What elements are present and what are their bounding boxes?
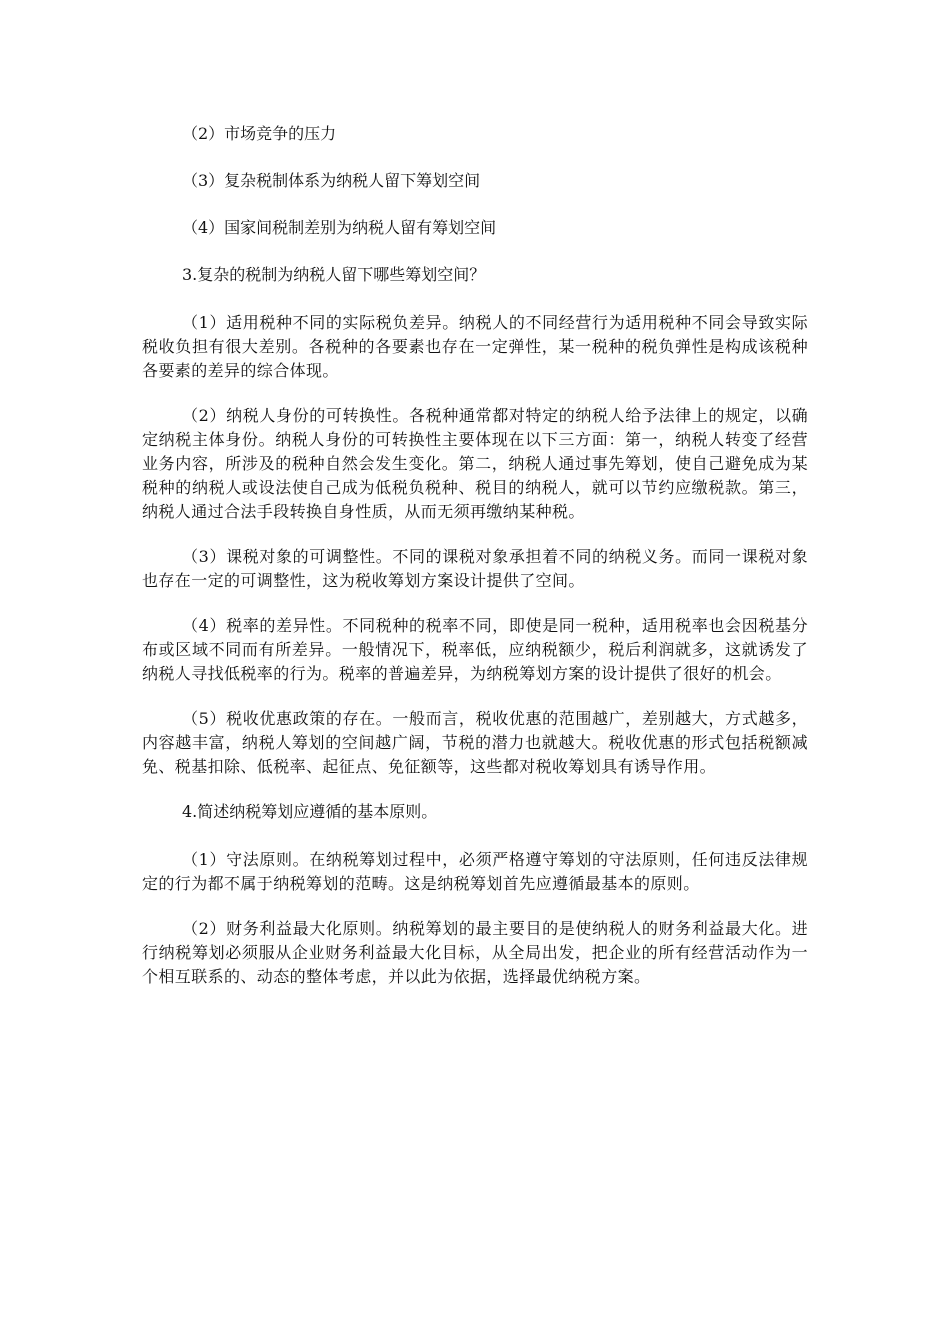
q3-paragraph-2: （2）纳税人身份的可转换性。各税种通常都对特定的纳税人给予法律上的规定，以确定纳税主体身份。纳税人身份的可转换性主要体现在以下三方面：第一，纳税人转变了经营业务内容，所涉及的税种自然会发生变化。第二，纳税人通过事先筹划，使自己避免成为某税种的纳税人或设法使自己成为低税负税种、税目的纳税人，就可以节约应缴税款。第三，纳税人通过合法手段转换自身性质，从而无须再缴纳某种税。 — [142, 406, 808, 521]
q4-paragraph-1: （1）守法原则。在纳税筹划过程中，必须严格遵守筹划的守法原则，任何违反法律规定的行为都不属于纳税筹划的范畴。这是纳税筹划首先应遵循最基本的原则。 — [142, 850, 808, 893]
q3-paragraph-4: （4）税率的差异性。不同税种的税率不同，即使是同一税种，适用税率也会因税基分布或区域不同而有所差异。一般情况下，税率低，应纳税额少，税后利润就多，这就诱发了纳税人寻找低税率的行为。税率的普遍差异，为纳税筹划方案的设计提供了很好的机会。 — [142, 616, 808, 683]
q3-paragraph-3: （3）课税对象的可调整性。不同的课税对象承担着不同的纳税义务。而同一课税对象也存在一定的可调整性，这为税收筹划方案设计提供了空间。 — [142, 547, 808, 590]
question-3-heading: 3.复杂的税制为纳税人留下哪些筹划空间？ — [182, 265, 486, 284]
q4-paragraph-2: （2）财务利益最大化原则。纳税筹划的最主要目的是使纳税人的财务利益最大化。进行纳税筹划必须服从企业财务利益最大化目标，从全局出发，把企业的所有经营活动作为一个相互联系的、动态的整体考虑，并以此为依据，选择最优纳税方案。 — [142, 919, 808, 986]
list-item-complex-tax-system: （3）复杂税制体系为纳税人留下筹划空间 — [182, 171, 481, 190]
document-body — [142, 122, 808, 1010]
list-item-international-tax-difference: （4）国家间税制差别为纳税人留有筹划空间 — [182, 218, 497, 237]
question-4-heading: 4.简述纳税筹划应遵循的基本原则。 — [182, 802, 438, 821]
q3-paragraph-1: （1）适用税种不同的实际税负差异。纳税人的不同经营行为适用税种不同会导致实际税收负担有很大差别。各税种的各要素也存在一定弹性，某一税种的税负弹性是构成该税种各要素的差异的综合体现。 — [142, 313, 808, 380]
q3-paragraph-5: （5）税收优惠政策的存在。一般而言，税收优惠的范围越广，差别越大，方式越多，内容越丰富，纳税人筹划的空间越广阔，节税的潜力也就越大。税收优惠的形式包括税额减免、税基扣除、低税率、起征点、免征额等，这些都对税收筹划具有诱导作用。 — [142, 709, 808, 776]
list-item-market-competition: （2）市场竞争的压力 — [182, 124, 337, 143]
